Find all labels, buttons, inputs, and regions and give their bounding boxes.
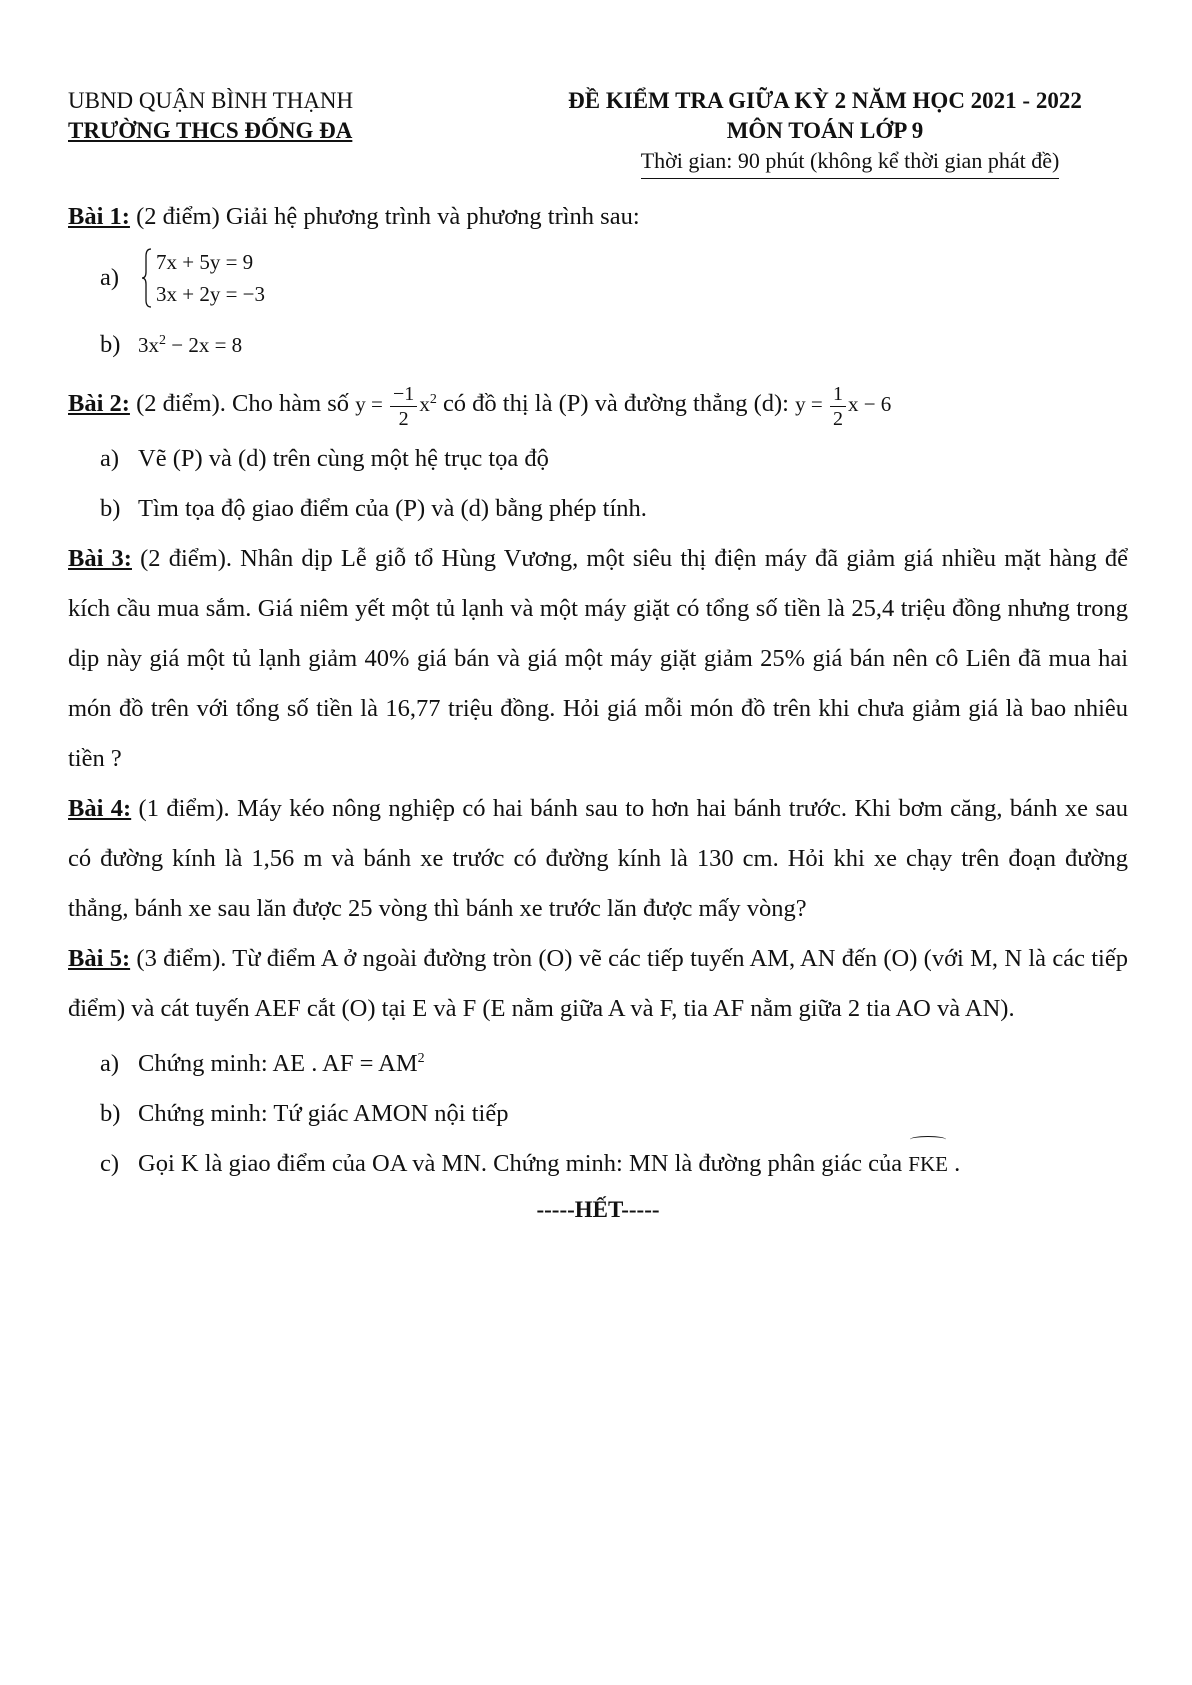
bai1-a bbox=[100, 246, 1128, 310]
bai1-a-label: a) bbox=[100, 264, 120, 291]
brace-icon bbox=[142, 248, 152, 308]
bai1-b-label: b) bbox=[100, 331, 121, 358]
bai2-b bbox=[100, 484, 1128, 534]
end-marker: -----HẾT----- bbox=[536, 1197, 660, 1223]
exam-subject: MÔN TOÁN LỚP 9 bbox=[726, 118, 924, 143]
d-den: 2 bbox=[832, 407, 843, 430]
bai1-intro bbox=[68, 192, 1128, 242]
bai2-b-label: b) bbox=[100, 495, 121, 522]
bai5-c bbox=[100, 1139, 1128, 1189]
p-lead: y = bbox=[355, 392, 389, 416]
bai1-eq1: 7x + 5y = 9 bbox=[156, 250, 254, 274]
bai2-a-text: Vẽ (P) và (d) trên cùng một hệ trục tọa độ bbox=[138, 445, 549, 472]
bai5-c-label: c) bbox=[100, 1150, 120, 1178]
bai4 bbox=[68, 784, 1128, 934]
bai1-title: Bài 1: bbox=[68, 203, 130, 230]
bai5-a bbox=[100, 1034, 1128, 1089]
exam-content bbox=[68, 192, 1128, 1223]
exam-time: Thời gian: 90 phút (không kể thời gian phát đề) bbox=[641, 146, 1060, 179]
bai4-text: (1 điểm). Máy kéo nông nghiệp có hai bánh sau to hơn hai bánh trước. Khi bơm căng, bánh xe sau có đường kính là 1,56 m và bánh xe trước có đường kính là 130 cm. Hỏi khi xe chạy trên đoạn đường thẳng, bánh xe sau lăn được 25 vòng thì bánh xe trước lăn được mấy vòng? bbox=[68, 795, 1129, 922]
bai2-b-text: Tìm tọa độ giao điểm của (P) và (d) bằng phép tính. bbox=[138, 495, 647, 522]
bai1-b-tail: − 2x = 8 bbox=[166, 333, 243, 357]
bai3-text: (2 điểm). Nhân dịp Lễ giỗ tổ Hùng Vương, một siêu thị điện máy đã giảm giá nhiều mặt hàng để kích cầu mua sắm. Giá niêm yết một tủ lạnh và một máy giặt có tổng số tiền là 25,4 triệu đồng nhưng trong dịp này giá một tủ lạnh giảm 40% giá bán và giá một máy giặt giảm 25% giá bán nên cô Liên đã mua hai món đồ trên với tổng số tiền là 16,77 triệu đồng. Hỏi giá mỗi món đồ trên khi chưa giảm giá là bao nhiêu tiền ? bbox=[68, 545, 1129, 772]
p-fraction bbox=[390, 384, 417, 429]
bai1-b-lead: 3x bbox=[138, 333, 159, 357]
bai5-b-label: b) bbox=[100, 1100, 121, 1128]
p-exp: 2 bbox=[429, 392, 437, 407]
school-name: TRƯỜNG THCS ĐỐNG ĐA bbox=[68, 118, 353, 143]
header-right bbox=[520, 86, 1130, 179]
p-den: 2 bbox=[398, 407, 409, 430]
bai5-a-label: a) bbox=[100, 1050, 120, 1078]
bai5-title: Bài 5: bbox=[68, 945, 131, 972]
bai1-b bbox=[100, 316, 1128, 370]
bai5-c-text: Gọi K là giao điểm của OA và MN. Chứng minh: MN là đường phân giác của bbox=[138, 1150, 909, 1178]
bai5-a-text: Chứng minh: AE . AF = AM bbox=[138, 1050, 418, 1078]
bai1-b-equation bbox=[138, 333, 242, 357]
d-tail: x − 6 bbox=[847, 392, 892, 416]
bai5-b-text: Chứng minh: Tứ giác AMON nội tiếp bbox=[138, 1100, 509, 1128]
bai3-title: Bài 3: bbox=[68, 545, 132, 572]
bai1-eq2: 3x + 2y = −3 bbox=[156, 282, 266, 306]
bai1-b-exp: 2 bbox=[159, 333, 166, 348]
d-lead: y = bbox=[795, 392, 828, 416]
equation-system bbox=[142, 246, 265, 310]
bai2-a-label: a) bbox=[100, 445, 120, 472]
bai5-c-end: . bbox=[947, 1150, 961, 1178]
header-left bbox=[68, 86, 353, 146]
bai3 bbox=[68, 534, 1128, 784]
bai5-a-exp: 2 bbox=[417, 1051, 425, 1066]
p-var: x bbox=[419, 392, 430, 416]
bai5-text: (3 điểm). Từ điểm A ở ngoài đường tròn (O) vẽ các tiếp tuyến AM, AN đến (O) (với M, N là các tiếp điểm) và cát tuyến AEF cắt (O) tại E và F (E nằm giữa A và F, tia AF nằm giữa 2 tia AO và AN). bbox=[68, 945, 1128, 1022]
bai2-intro bbox=[68, 370, 1128, 434]
bai5-b bbox=[100, 1089, 1128, 1139]
bai4-title: Bài 4: bbox=[68, 795, 132, 822]
exam-title: ĐỀ KIỂM TRA GIỮA KỲ 2 NĂM HỌC 2021 - 2022 bbox=[568, 88, 1082, 113]
d-num: 1 bbox=[830, 384, 846, 407]
bai2-mid: có đồ thị là (P) và đường thẳng (d): bbox=[436, 390, 796, 417]
parabola-formula bbox=[355, 382, 437, 430]
bai2-intro-text: (2 điểm). Cho hàm số bbox=[129, 390, 356, 417]
bai5 bbox=[68, 934, 1128, 1034]
bai1-intro-text: (2 điểm) Giải hệ phương trình và phương trình sau: bbox=[129, 203, 640, 230]
angle-fke: FKE bbox=[908, 1139, 948, 1189]
p-num: −1 bbox=[390, 384, 417, 407]
district-name: UBND QUẬN BÌNH THẠNH bbox=[68, 88, 354, 113]
bai2-title: Bài 2: bbox=[68, 390, 130, 417]
d-fraction bbox=[830, 384, 846, 429]
line-formula bbox=[795, 382, 892, 430]
bai2-a bbox=[100, 434, 1128, 484]
